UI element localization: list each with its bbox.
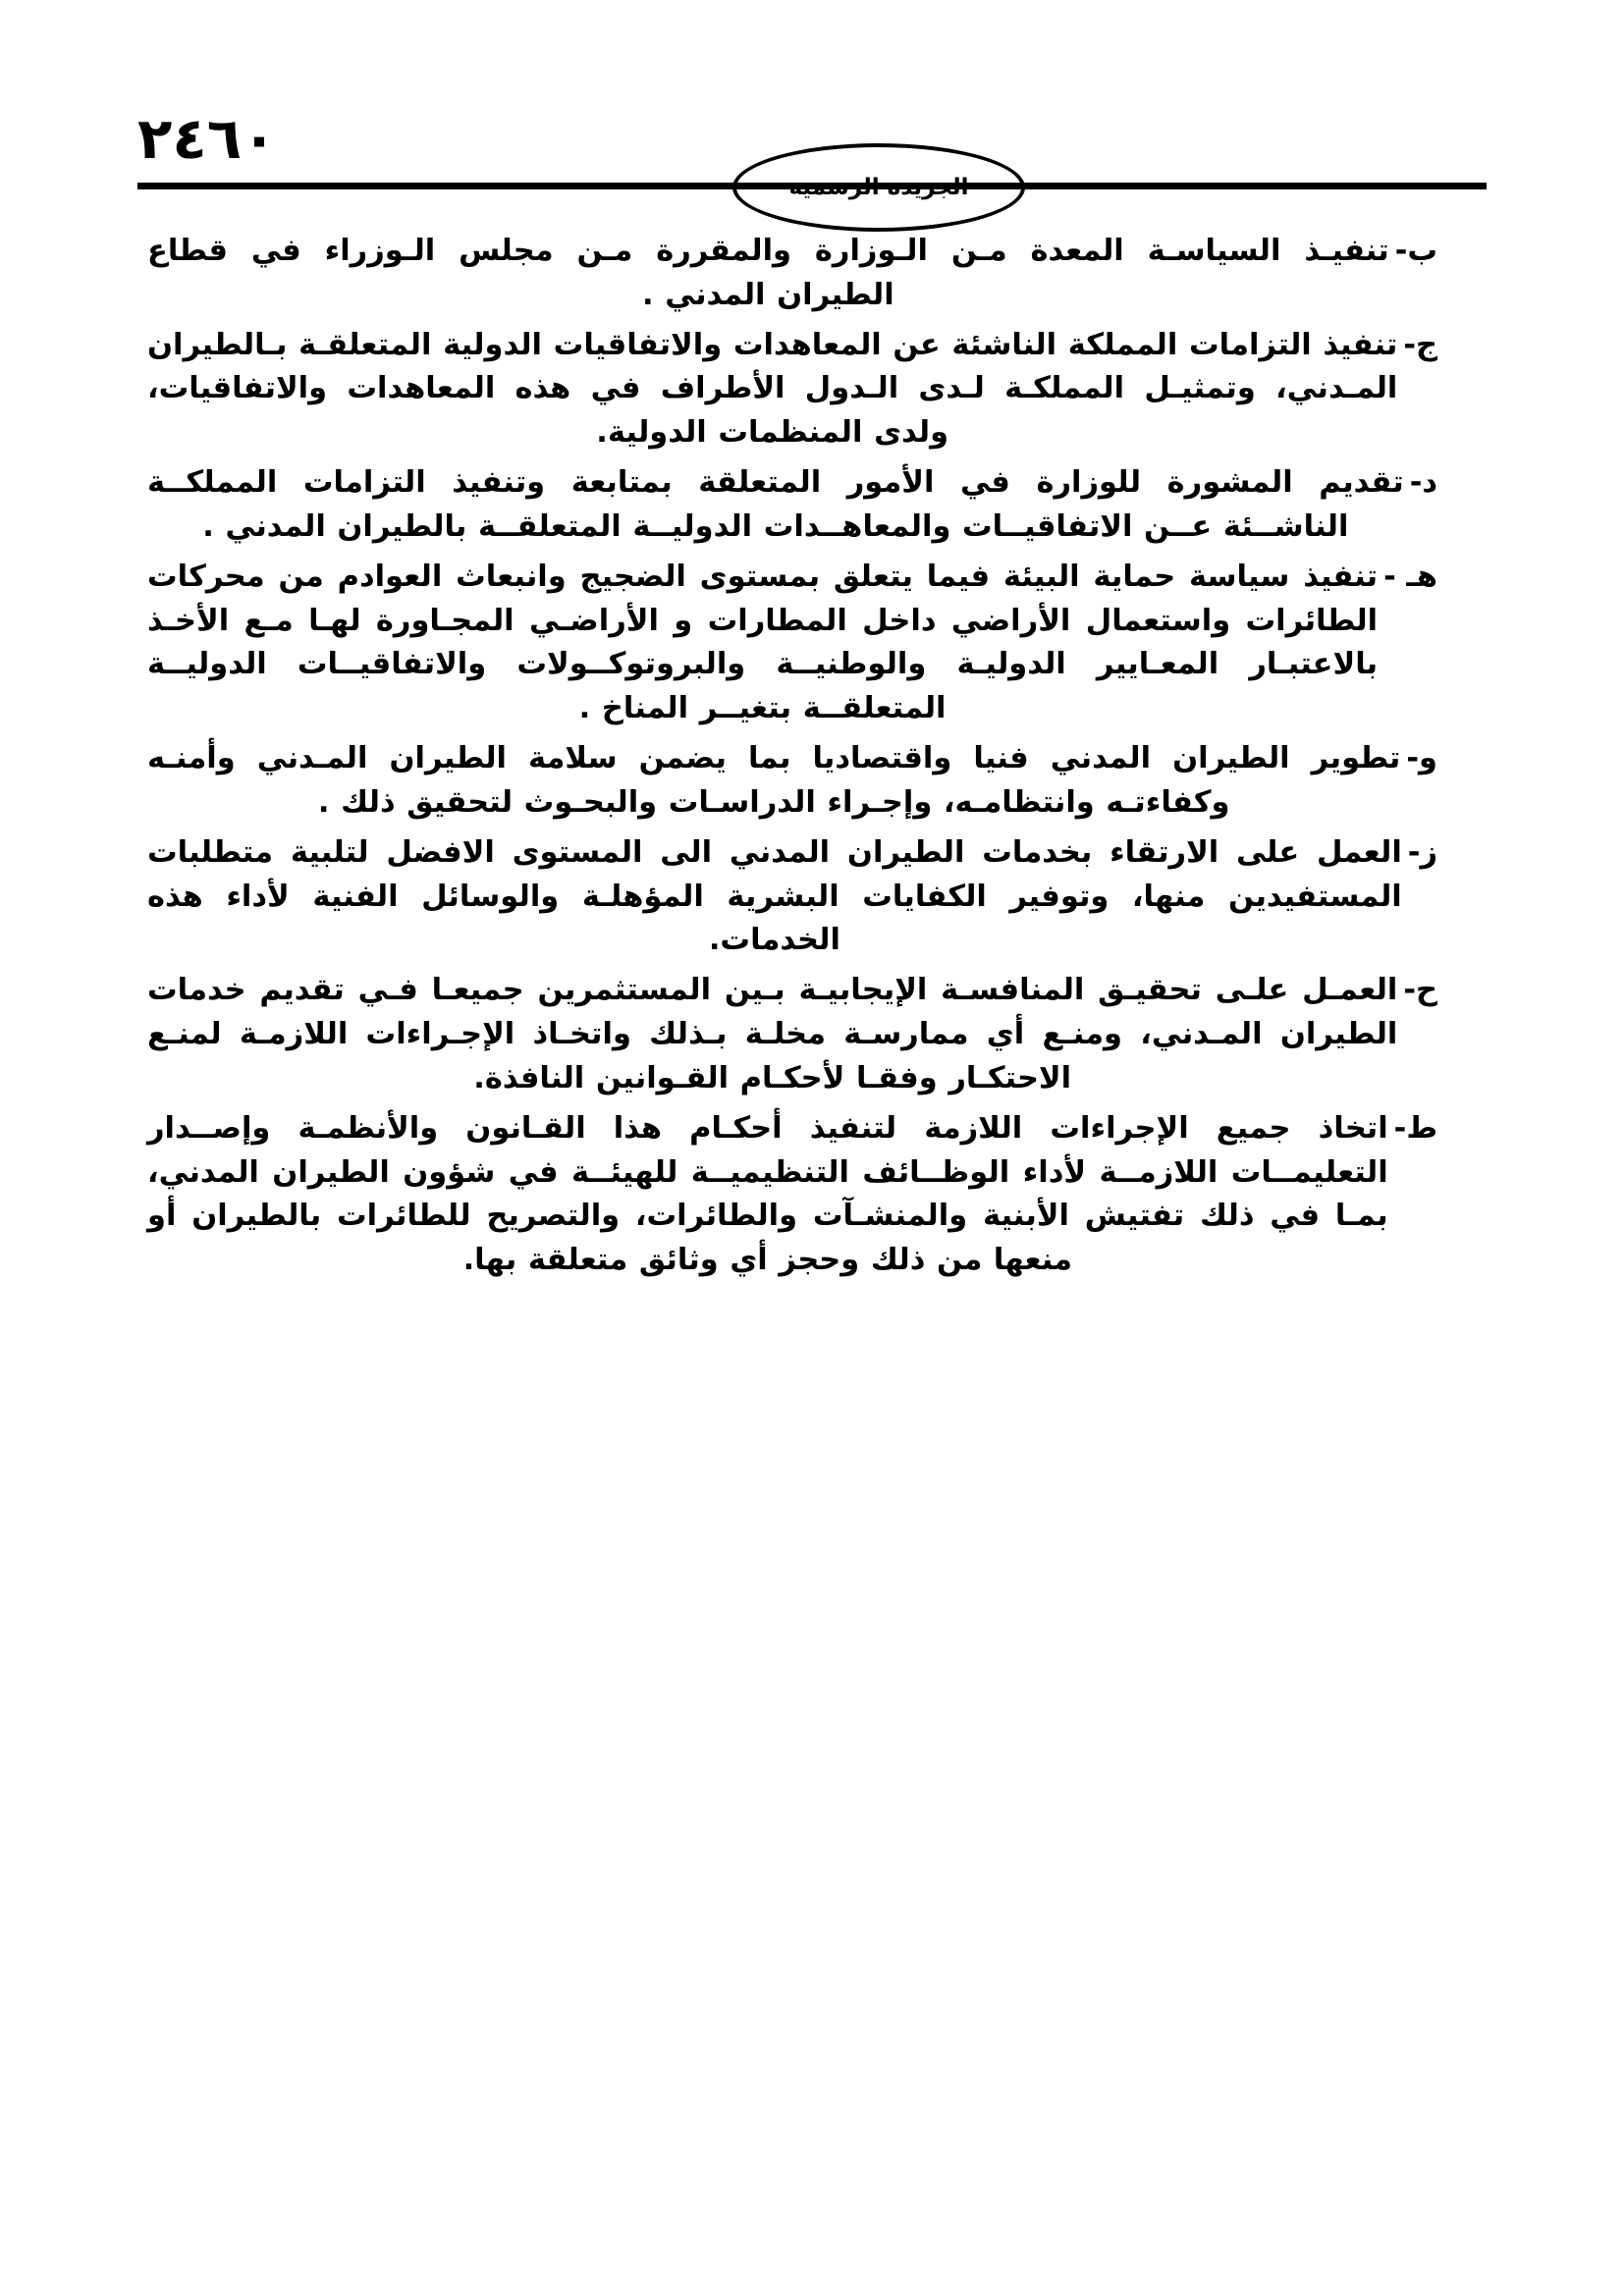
clause-marker: ز- bbox=[1407, 834, 1437, 870]
clause-item bbox=[147, 1107, 1437, 1283]
clause-item bbox=[147, 324, 1437, 455]
clause-text: تنفيـذ السياسـة المعدة مـن الـوزارة والمقررة مـن مجلس الـوزراء في قطاع الطيران المدني . bbox=[147, 234, 1389, 312]
page-number: ٢٤٦٠ bbox=[137, 105, 277, 172]
document-body bbox=[147, 230, 1437, 1283]
clause-text: العمـل علـى تحقيـق المنافسـة الإيجابيـة بـين المستثمرين جميعـا فـي تقديم خدمات الطيران المـدني، ومنـع أي ممارسـة مخلـة بـذلك واتخـاذ الإجـراءات اللازمـة لمنـع الاحتكـار وفقـا لأحكـام القـوانين النافذة. bbox=[147, 973, 1398, 1095]
clause-text: تقديم المشورة للوزارة في الأمور المتعلقة بمتابعة وتنفيذ التزامات المملكــة الناشــئة عــن الاتفاقيــات والمعاهــدات الدوليــة المتعلقــة بالطيران المدني . bbox=[147, 465, 1404, 544]
clause-item bbox=[147, 556, 1437, 731]
clause-item bbox=[147, 969, 1437, 1100]
clause-text: العمل على الارتقاء بخدمات الطيران المدني الى المستوى الافضل لتلبية متطلبات المستفيدين منها، وتوفير الكفايات البشرية المؤهلـة والوسائل الفنية لأداء هذه الخدمات. bbox=[147, 834, 1402, 958]
clause-marker: ح- bbox=[1403, 973, 1437, 1008]
clause-item bbox=[147, 737, 1437, 826]
page-header bbox=[137, 0, 1487, 196]
clause-text: تنفيذ التزامات المملكة الناشئة عن المعاهدات والاتفاقيات الدولية المتعلقـة بـالطيران المـدني، وتمثيـل المملكـة لـدى الـدول الأطراف في هذه المعاهدات والاتفاقيات، ولدى المنظمات الدولية. bbox=[147, 327, 1398, 451]
clause-text: تطوير الطيران المدني فنيا واقتصاديا بما يضمن سلامة الطيران المـدني وأمنـه وكفاءتـه وانتظامـه، وإجـراء الدراسـات والبحـوث لتحقيق ذلك . bbox=[147, 741, 1401, 820]
header-divider bbox=[137, 183, 1487, 189]
clause-item bbox=[147, 831, 1437, 963]
clause-marker: ب- bbox=[1394, 234, 1437, 268]
clause-marker: هـ - bbox=[1383, 559, 1437, 594]
clause-marker: و- bbox=[1406, 741, 1437, 776]
clause-marker: ج- bbox=[1403, 327, 1437, 362]
clause-marker: ط- bbox=[1393, 1110, 1437, 1146]
clause-text: اتخاذ جميع الإجراءات اللازمة لتنفيذ أحكـام هذا القـانون والأنظمـة وإصــدار التعليمــات اللازمــة لأداء الوظــائف التنظيميــة للهيئــة في شؤون الطيران المدني، بمـا في ذلك تفتيش الأبنية والمنشـآت والطائرات، والتصريح للطائرات بالطيران أو منعها من ذلك وحجز أي وثائق متعلقة بها. bbox=[147, 1110, 1388, 1278]
clause-item bbox=[147, 230, 1437, 318]
clause-marker: د- bbox=[1409, 465, 1437, 501]
clause-text: تنفيذ سياسة حماية البيئة فيما يتعلق بمستوى الضجيج وانبعاث العوادم من محركات الطائرات واستعمال الأراضي داخل المطارات و الأراضـي المجـاورة لهـا مـع الأخـذ بالاعتبـار المعـايير الدوليـة والوطنيــة والبروتوكــولات والاتفاقيــات الدوليــة المتعلقــة بتغيــر المناخ . bbox=[147, 559, 1379, 726]
clause-item bbox=[147, 461, 1437, 550]
